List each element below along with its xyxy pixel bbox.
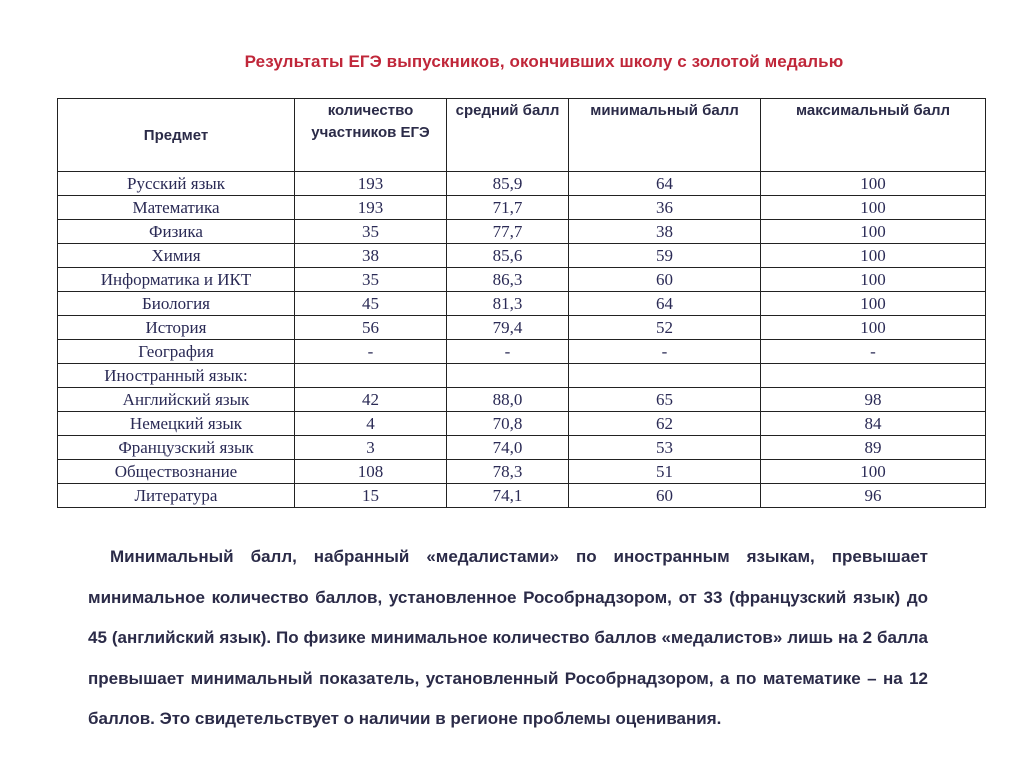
cell-subject: Физика xyxy=(58,220,295,244)
table-row xyxy=(58,244,986,268)
cell-participants xyxy=(295,364,447,388)
cell-subject: Биология xyxy=(58,292,295,316)
header-average: средний балл xyxy=(447,99,569,172)
cell-minimum: 53 xyxy=(569,436,761,460)
cell-subject: Немецкий язык xyxy=(58,412,295,436)
cell-participants: 35 xyxy=(295,220,447,244)
cell-average: 71,7 xyxy=(447,196,569,220)
cell-maximum: 100 xyxy=(761,196,986,220)
cell-maximum: 100 xyxy=(761,316,986,340)
cell-average: 77,7 xyxy=(447,220,569,244)
cell-minimum: 65 xyxy=(569,388,761,412)
cell-participants: 35 xyxy=(295,268,447,292)
table-row xyxy=(58,268,986,292)
header-minimum: минимальный балл xyxy=(569,99,761,172)
cell-participants: 4 xyxy=(295,412,447,436)
table-row xyxy=(58,412,986,436)
cell-minimum: 60 xyxy=(569,268,761,292)
table-row xyxy=(58,388,986,412)
table-row xyxy=(58,436,986,460)
cell-maximum: 96 xyxy=(761,484,986,508)
table-header-row xyxy=(58,99,986,172)
cell-maximum: 100 xyxy=(761,220,986,244)
page-title: Результаты ЕГЭ выпускников, окончивших школу с золотой медалью xyxy=(244,52,844,71)
cell-minimum: 52 xyxy=(569,316,761,340)
cell-subject: История xyxy=(58,316,295,340)
cell-minimum: 36 xyxy=(569,196,761,220)
cell-subject: Английский язык xyxy=(58,388,295,412)
cell-average: 81,3 xyxy=(447,292,569,316)
cell-minimum: 51 xyxy=(569,460,761,484)
cell-subject: Математика xyxy=(58,196,295,220)
cell-average xyxy=(447,364,569,388)
cell-maximum xyxy=(761,364,986,388)
table-row xyxy=(58,316,986,340)
cell-average: 86,3 xyxy=(447,268,569,292)
cell-subject: География xyxy=(58,340,295,364)
cell-average: 88,0 xyxy=(447,388,569,412)
cell-participants: 193 xyxy=(295,172,447,196)
cell-participants: 3 xyxy=(295,436,447,460)
header-participants: количество участников ЕГЭ xyxy=(295,99,447,172)
cell-maximum: 84 xyxy=(761,412,986,436)
cell-participants: 42 xyxy=(295,388,447,412)
cell-subject: Литература xyxy=(58,484,295,508)
cell-average: 85,9 xyxy=(447,172,569,196)
table-row-group-heading xyxy=(58,364,986,388)
cell-minimum: 62 xyxy=(569,412,761,436)
cell-average: 74,0 xyxy=(447,436,569,460)
cell-minimum: - xyxy=(569,340,761,364)
table-row xyxy=(58,484,986,508)
cell-minimum xyxy=(569,364,761,388)
cell-maximum: 100 xyxy=(761,172,986,196)
cell-maximum: 100 xyxy=(761,292,986,316)
table-row xyxy=(58,196,986,220)
cell-average: 78,3 xyxy=(447,460,569,484)
cell-average: 74,1 xyxy=(447,484,569,508)
cell-participants: - xyxy=(295,340,447,364)
cell-maximum: 98 xyxy=(761,388,986,412)
cell-minimum: 64 xyxy=(569,172,761,196)
cell-average: 70,8 xyxy=(447,412,569,436)
cell-maximum: 89 xyxy=(761,436,986,460)
table-row xyxy=(58,460,986,484)
cell-participants: 38 xyxy=(295,244,447,268)
header-maximum: максимальный балл xyxy=(761,99,986,172)
cell-participants: 108 xyxy=(295,460,447,484)
cell-participants: 193 xyxy=(295,196,447,220)
cell-minimum: 64 xyxy=(569,292,761,316)
cell-participants: 15 xyxy=(295,484,447,508)
cell-subject: Иностранный язык: xyxy=(58,364,295,388)
cell-subject: Информатика и ИКТ xyxy=(58,268,295,292)
cell-participants: 45 xyxy=(295,292,447,316)
cell-subject: Обществознание xyxy=(58,460,295,484)
table-row xyxy=(58,292,986,316)
cell-maximum: 100 xyxy=(761,244,986,268)
cell-average: 79,4 xyxy=(447,316,569,340)
header-subject: Предмет xyxy=(58,99,295,172)
cell-subject: Русский язык xyxy=(58,172,295,196)
table-row xyxy=(58,340,986,364)
cell-minimum: 38 xyxy=(569,220,761,244)
cell-maximum: 100 xyxy=(761,460,986,484)
cell-maximum: - xyxy=(761,340,986,364)
results-table xyxy=(57,98,986,508)
table-row xyxy=(58,172,986,196)
cell-average: 85,6 xyxy=(447,244,569,268)
cell-minimum: 59 xyxy=(569,244,761,268)
cell-minimum: 60 xyxy=(569,484,761,508)
table-row xyxy=(58,220,986,244)
cell-average: - xyxy=(447,340,569,364)
cell-maximum: 100 xyxy=(761,268,986,292)
cell-subject: Французский язык xyxy=(58,436,295,460)
cell-subject: Химия xyxy=(58,244,295,268)
cell-participants: 56 xyxy=(295,316,447,340)
conclusion-paragraph: Минимальный балл, набранный «медалистами» по иностранным языкам, превышает минимальное количество баллов, установленное Рособрнадзором, от 33 (французский язык) до 45 (английский язык). По физике минимальное количество баллов «медалистов» лишь на 2 балла превышает минимальный показатель, установленный Рособрнадзором, а по математике – на 12 баллов. Это свидетельствует о наличии в регионе проблемы оценивания. xyxy=(88,547,928,728)
